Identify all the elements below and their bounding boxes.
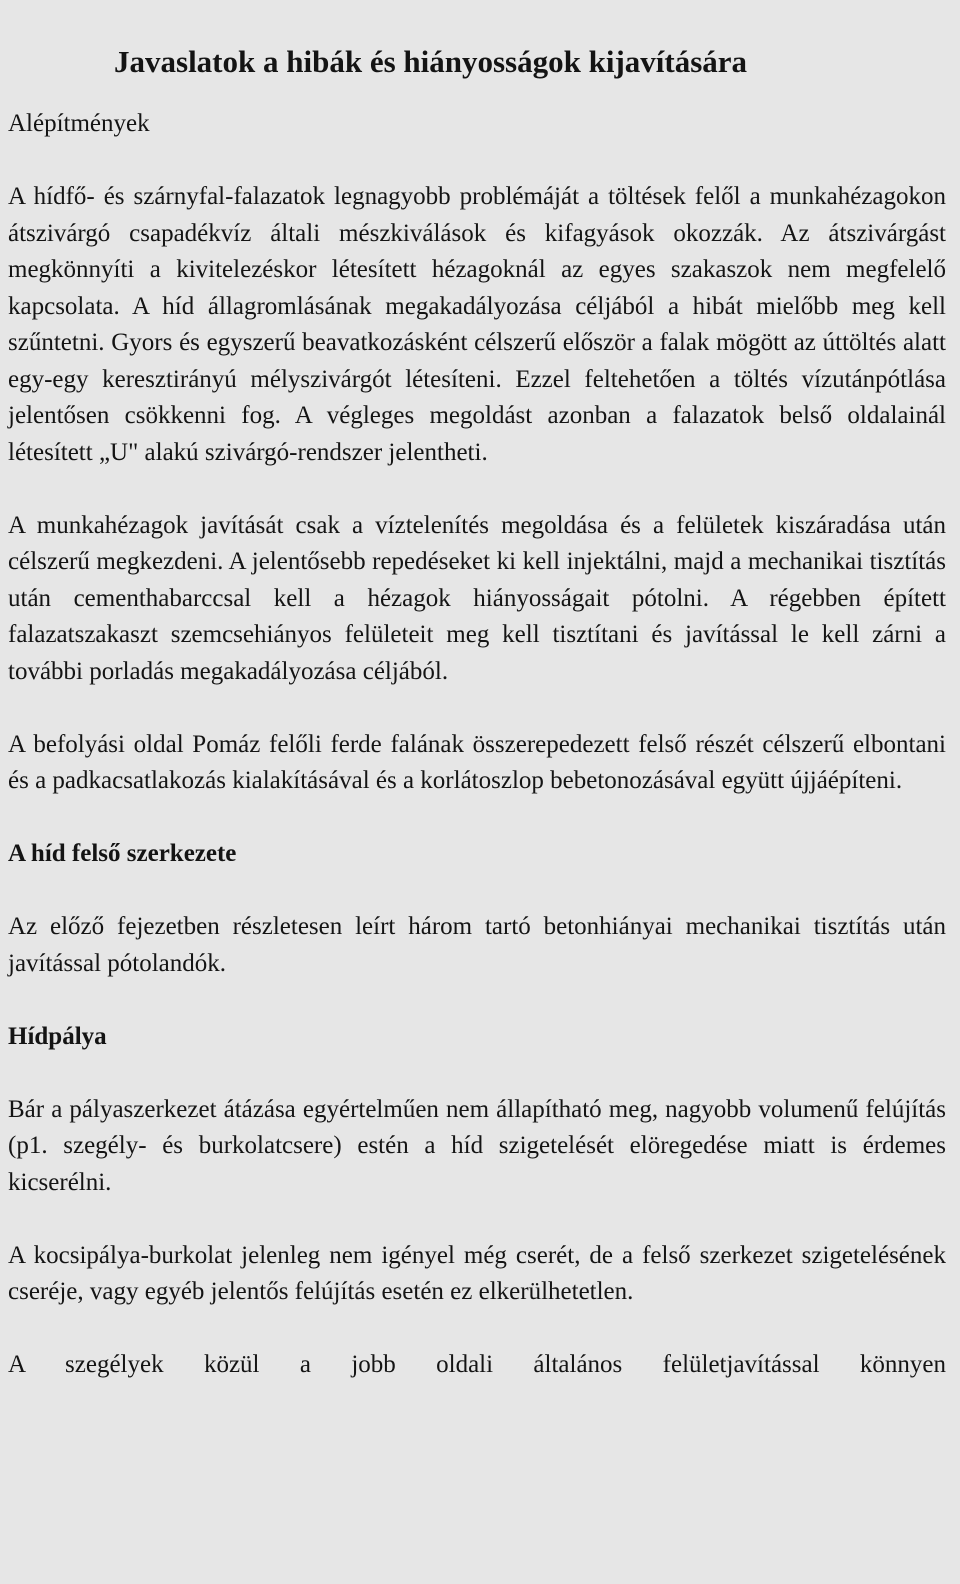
spacer bbox=[8, 471, 946, 508]
paragraph-hidpalya-3: A szegélyek közül a jobb oldali általános felületjavítással könnyen bbox=[8, 1351, 946, 1378]
spacer bbox=[8, 873, 946, 910]
paragraph-alepitmenyek-2: A munkahézagok javítását csak a víztelenítés megoldása és a felületek kiszáradása után célszerű megkezdeni. A jelentősebb repedéseket ki kell injektálni, majd a mechanikai tisztítás után cementhabarccsal kell a hézagok hiányosságait pótolni. A régebben épített falazatszakaszt szemcsehiányos felületeit meg kell tisztítani és javítással le kell zárni a további porladás megakadályozása céljából. bbox=[8, 511, 946, 685]
document-title: Javaslatok a hibák és hiányosságok kijavítására bbox=[114, 44, 748, 79]
spacer bbox=[8, 690, 946, 727]
paragraph-alepitmenyek-1: A hídfő- és szárnyfal-falazatok legnagyobb problémáját a töltések felől a munkahézagokon átszivárgó csapadékvíz általi mészkiválások és kifagyások okozzák. Az átszivárgást megkönnyíti a kivitelezéskor létesített hézagoknál az egyes szakaszok nem megfelelő kapcsolata. A híd állagromlásának megakadályozása céljából a hibát mielőbb meg kell szűntetni. Gyors és egyszerű beavatkozásként célszerű először a falak mögött az úttöltés alatt egy-egy keresztirányú mélyszivárgót létesíteni. Ezzel feltehetően a töltés vízutánpótlása jelentősen csökkenni fog. A végleges megoldást azonban a falazatok belső oldalainál létesített „U" alakú szivárgó-rendszer jelentheti. bbox=[8, 183, 946, 466]
spacer bbox=[8, 1201, 946, 1238]
paragraph-hidpalya-1: Bár a pályaszerkezet átázása egyértelműen nem állapítható meg, nagyobb volumenű felújítás (p1. szegély- és burkolatcsere) estén a híd szigetelését elöregedése miatt is érdemes kicserélni. bbox=[8, 1095, 946, 1196]
spacer bbox=[8, 800, 946, 837]
spacer bbox=[8, 982, 946, 1019]
spacer bbox=[8, 1055, 946, 1092]
section-heading-felso-szerkezet: A híd felső szerkezete bbox=[8, 840, 237, 867]
section-heading-hidpalya: Hídpálya bbox=[8, 1022, 107, 1050]
spacer bbox=[8, 143, 946, 180]
spacer bbox=[8, 1311, 946, 1348]
paragraph-alepitmenyek-3: A befolyási oldal Pomáz felőli ferde falának összerepedezett felső részét célszerű elbontani és a padkacsatlakozás kialakításával és a korlátoszlop bebetonozásával együtt újjáépíteni. bbox=[8, 730, 946, 794]
paragraph-felso-szerkezet-1: Az előző fejezetben részletesen leírt három tartó betonhiányai mechanikai tisztítás után javítással pótolandók. bbox=[8, 913, 946, 977]
paragraph-hidpalya-2: A kocsipálya-burkolat jelenleg nem igényel még cserét, de a felső szerkezet szigetelésének cseréje, vagy egyéb jelentős felújítás esetén ez elkerülhetetlen. bbox=[8, 1241, 946, 1305]
section-heading-alepitmenyek: Alépítmények bbox=[8, 110, 150, 137]
